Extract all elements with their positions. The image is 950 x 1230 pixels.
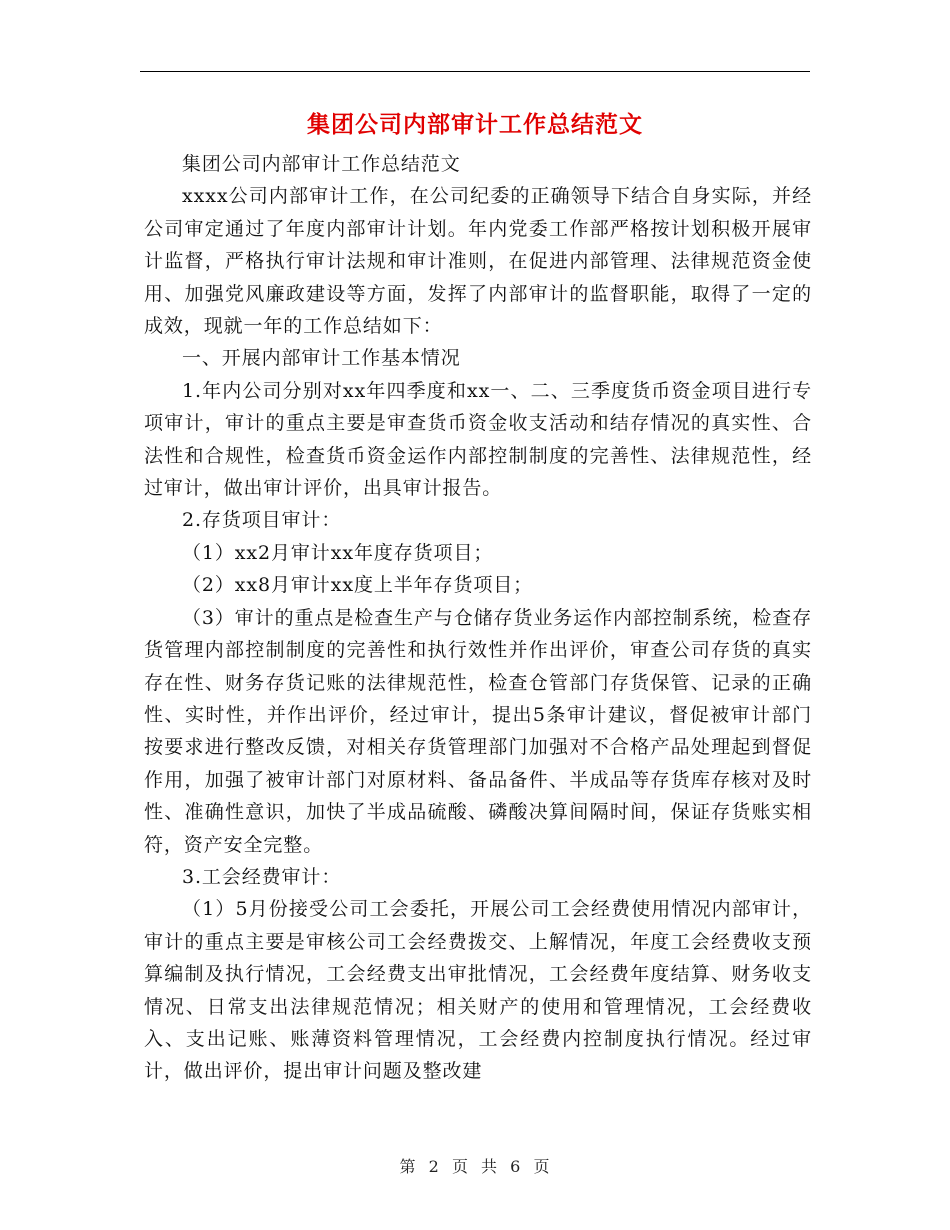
paragraph-item-2-1: （1）xx2月审计xx年度存货项目；	[182, 541, 494, 564]
footer-prefix: 第	[399, 1157, 417, 1176]
paragraph-item-3-1: （1）5月份接受公司工会委托，开展公司工会经费使用情况内部审计，审计的重点主要是审核公司工会经费拨交、上解情况，年度工会经费收支预算编制及执行情况，工会经费支出审批情况，工会经费年度结算、财务收支情况、日常支出法律规范情况；相关财产的使用和管理情况，工会经费收入、支出记账、账薄资料管理情况，工会经费内控制度执行情况。经过审计，做出评价，提出审计问题及整改建	[144, 898, 812, 1083]
header-rule	[140, 71, 810, 72]
footer-page-number: 2	[428, 1157, 440, 1176]
document-title: 集团公司内部审计工作总结范文	[307, 111, 643, 138]
paragraph-item-1: 1.年内公司分别对xx年四季度和xx一、二、三季度货币资金项目进行专项审计，审计的重点主要是审查货币资金收支活动和结存情况的真实性、合法性和合规性，检查货币资金运作内部控制制度的完善性、法律规范性，经过审计，做出审计评价，出具审计报告。	[144, 379, 812, 500]
paragraph-item-2-3: （3）审计的重点是检查生产与仓储存货业务运作内部控制系统，检查存货管理内部控制制度的完善性和执行效性并作出评价，审查公司存货的真实存在性、财务存货记账的法律规范性，检查仓管部门存货保管、记录的正确性、实时性，并作出评价，经过审计，提出5条审计建议，督促被审计部门按要求进行整改反馈，对相关存货管理部门加强对不合格产品处理起到督促作用，加强了被审计部门对原材料、备品备件、半成品等存货库存核对及时性、准确性意识，加快了半成品硫酸、磷酸决算间隔时间，保证存货账实相符，资产安全完整。	[144, 606, 812, 856]
section-heading-1: 一、开展内部审计工作基本情况	[182, 347, 461, 370]
paragraph-item-2: 2.存货项目审计：	[182, 509, 342, 532]
paragraph-item-3: 3.工会经费审计：	[182, 865, 342, 888]
footer-total-pages: 6	[510, 1157, 522, 1176]
paragraph-item-2-2: （2）xx8月审计xx度上半年存货项目；	[182, 574, 534, 597]
paragraph-intro: xxxx公司内部审计工作，在公司纪委的正确领导下结合自身实际，并经公司审定通过了年度内部审计计划。年内党委工作部严格按计划积极开展审计监督，严格执行审计法规和审计准则，在促进内部管理、法律规范资金使用、加强党风廉政建设等方面，发挥了内部审计的监督职能，取得了一定的成效，现就一年的工作总结如下：	[144, 185, 812, 338]
footer-page-unit: 页	[451, 1157, 469, 1176]
document-body	[144, 148, 812, 1088]
page-footer	[0, 1154, 950, 1177]
footer-total-unit: 页	[533, 1157, 551, 1176]
paragraph-subtitle: 集团公司内部审计工作总结范文	[182, 153, 461, 175]
footer-total-prefix: 共	[481, 1157, 499, 1176]
